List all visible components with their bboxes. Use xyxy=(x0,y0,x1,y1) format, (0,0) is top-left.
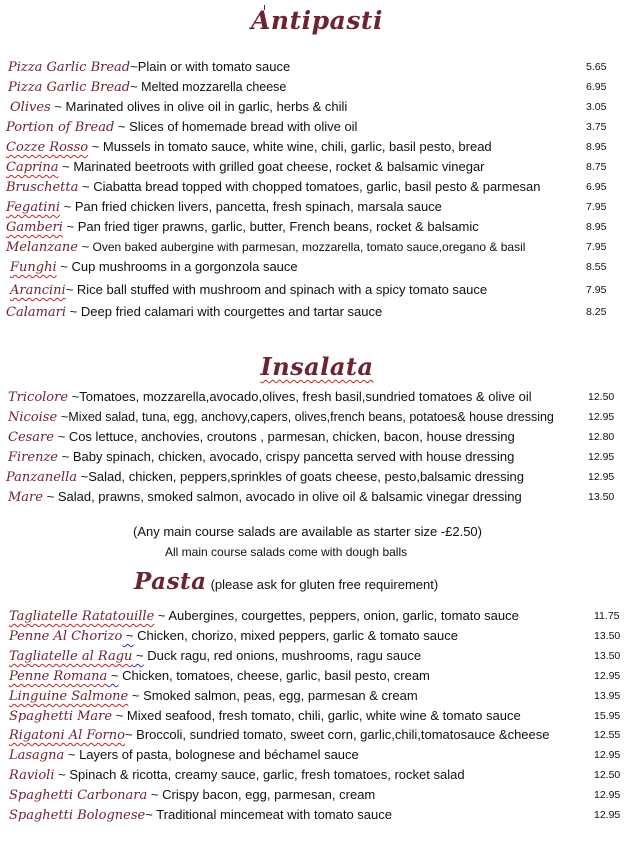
dish-name: Olives xyxy=(10,100,51,115)
dish-name: Cozze Rosso xyxy=(6,140,89,155)
separator: ~ xyxy=(112,708,124,723)
menu-item xyxy=(0,198,634,216)
separator: ~ xyxy=(58,159,70,174)
separator: ~ xyxy=(107,668,119,683)
separator: ~ xyxy=(50,99,62,114)
dish-name: Tricolore xyxy=(8,390,69,405)
separator: ~ xyxy=(130,79,138,94)
dish-price: 12.95 xyxy=(588,471,615,483)
menu-item xyxy=(0,118,634,136)
menu-item-line xyxy=(9,687,418,706)
menu-item-line xyxy=(9,766,465,785)
menu-item xyxy=(0,218,634,236)
dish-name: Tagliatelle Ratatouille xyxy=(9,609,155,624)
menu-item xyxy=(0,746,634,764)
separator: ~ xyxy=(130,59,138,74)
dish-price: 13.50 xyxy=(594,630,621,642)
dish-price: 6.95 xyxy=(586,81,607,93)
dish-name: Pizza Garlic Bread xyxy=(8,80,131,95)
separator: ~ xyxy=(62,219,75,234)
menu-item xyxy=(0,806,634,824)
separator: ~ xyxy=(147,787,159,802)
dish-description: Traditional mincemeat with tomato sauce xyxy=(152,807,392,822)
dish-name: Penne Al Chorizo xyxy=(9,629,123,644)
dish-name: Tagliatelle al Ragu xyxy=(9,649,133,664)
dish-description: Plain or with tomato sauce xyxy=(137,59,291,74)
menu-item-line xyxy=(8,58,290,77)
separator: ~ xyxy=(132,648,144,663)
menu-item-line xyxy=(9,647,421,666)
separator: ~ xyxy=(53,429,66,444)
pasta-header xyxy=(134,568,438,595)
menu-item-line xyxy=(8,78,286,97)
dish-name: Bruschetta xyxy=(6,180,79,195)
dish-price: 12.95 xyxy=(594,809,621,821)
separator: ~ xyxy=(66,304,78,319)
dish-price: 12.95 xyxy=(588,411,615,423)
dish-name: Caprina xyxy=(6,160,59,175)
dish-name: Pizza Garlic Bread xyxy=(8,60,131,75)
menu-item-line xyxy=(9,786,375,805)
menu-item xyxy=(0,468,634,486)
dish-price: 7.95 xyxy=(586,201,607,213)
dish-name: Firenze xyxy=(8,450,59,465)
menu-item-line xyxy=(9,607,519,626)
dish-name: Mare xyxy=(8,490,43,505)
dish-price: 8.75 xyxy=(586,161,607,173)
dish-price: 11.75 xyxy=(594,610,620,622)
dish-name: Portion of Bread xyxy=(6,120,115,135)
dish-price: 12.95 xyxy=(594,789,621,801)
menu-item-line xyxy=(10,98,347,117)
dish-price: 8.25 xyxy=(586,306,607,318)
pasta-gluten-note: (please ask for gluten free requirement) xyxy=(210,577,439,592)
menu-item xyxy=(0,766,634,784)
dish-description: Smoked salmon, peas, egg, parmesan & cream xyxy=(139,688,418,703)
menu-item-line xyxy=(6,238,525,257)
dish-description: Aubergines, courgettes, peppers, onion, garlic, tomato sauce xyxy=(165,608,519,623)
section-title-pasta: Pasta xyxy=(134,568,207,595)
dish-description: Broccoli, sundried tomato, sweet corn, garlic,chili,tomatosauce &cheese xyxy=(132,727,550,742)
section-title-antipasti: Antipasti xyxy=(251,6,383,35)
separator: ~ xyxy=(77,469,89,484)
menu-item xyxy=(0,98,634,116)
dish-price: 8.55 xyxy=(586,261,607,273)
dish-name: Penne Romana xyxy=(9,669,108,684)
dish-description: Melted mozzarella cheese xyxy=(137,80,287,94)
menu-item xyxy=(0,448,634,466)
menu-item xyxy=(0,408,634,426)
dish-description: Pan fried chicken livers, pancetta, fresh spinach, marsala sauce xyxy=(71,199,442,214)
dish-description: Deep fried calamari with courgettes and tartar sauce xyxy=(77,304,383,319)
dish-description: Rice ball stuffed with mushroom and spinach with a spicy tomato sauce xyxy=(73,282,488,297)
dish-price: 13.95 xyxy=(594,690,621,702)
separator: ~ xyxy=(64,747,76,762)
separator: ~ xyxy=(114,119,126,134)
salad-dough-balls-note: All main course salads come with dough balls xyxy=(165,545,408,559)
menu-item xyxy=(0,258,634,276)
menu-item-line xyxy=(6,198,442,217)
dish-description: Marinated olives in olive oil in garlic, herbs & chili xyxy=(61,99,348,114)
dish-price: 12.55 xyxy=(594,729,621,741)
separator: ~ xyxy=(145,807,153,822)
dish-name: Arancini xyxy=(10,283,66,298)
menu-item-line xyxy=(6,138,492,157)
menu-item-line xyxy=(10,281,487,300)
menu-item xyxy=(0,58,634,76)
separator: ~ xyxy=(57,409,69,424)
dish-name: Panzanella xyxy=(6,470,78,485)
dish-description: Salad, prawns, smoked salmon, avocado in olive oil & balsamic vinegar dressing xyxy=(54,489,522,504)
menu-item-line xyxy=(6,158,485,177)
section-title-insalata xyxy=(0,352,634,381)
dish-price: 13.50 xyxy=(594,650,621,662)
dish-name: Melanzane xyxy=(6,240,78,255)
menu-item xyxy=(0,726,634,744)
menu-item-line xyxy=(8,428,515,447)
menu-item-line xyxy=(6,118,357,137)
dish-price: 13.50 xyxy=(588,491,615,503)
separator: ~ xyxy=(56,259,68,274)
menu-item-line xyxy=(6,218,479,237)
menu-item xyxy=(0,281,634,299)
menu-item-line xyxy=(8,408,554,427)
menu-item xyxy=(0,707,634,725)
menu-item-line xyxy=(6,468,524,487)
dish-description: Mixed salad, tuna, egg, anchovy,capers, olives,french beans, potatoes& house dressing xyxy=(68,410,554,424)
dish-description: Tomatoes, mozzarella,avocado,olives, fresh basil,sundried tomatoes & olive oil xyxy=(79,389,532,404)
dish-description: Marinated beetroots with grilled goat cheese, rocket & balsamic vinegar xyxy=(69,159,485,174)
dish-description: Mussels in tomato sauce, white wine, chili, garlic, basil pesto, bread xyxy=(99,139,492,154)
menu-item-line xyxy=(8,388,532,407)
dish-name: Fegatini xyxy=(6,200,60,215)
menu-item xyxy=(0,78,634,96)
menu-item xyxy=(0,238,634,256)
dish-price: 12.50 xyxy=(588,391,615,403)
dish-price: 7.95 xyxy=(586,241,607,253)
separator: ~ xyxy=(77,239,90,254)
separator: ~ xyxy=(42,489,55,504)
dish-name: Lasagna xyxy=(9,748,65,763)
separator: ~ xyxy=(124,727,133,742)
separator: ~ xyxy=(78,179,90,194)
dish-price: 7.95 xyxy=(586,284,607,296)
menu-item xyxy=(0,667,634,685)
separator: ~ xyxy=(128,688,140,703)
dish-name: Nicoise xyxy=(8,410,58,425)
dish-price: 6.95 xyxy=(586,181,607,193)
dish-description: Chicken, tomatoes, cheese, garlic, basil pesto, cream xyxy=(118,668,430,683)
menu-item-line xyxy=(6,303,382,322)
separator: ~ xyxy=(60,199,72,214)
dish-price: 12.95 xyxy=(588,451,615,463)
dish-description: Cos lettuce, anchovies, croutons , parmesan, chicken, bacon, house dressing xyxy=(65,429,515,444)
menu-item-line xyxy=(9,707,521,726)
dish-description: Layers of pasta, bolognese and béchamel sauce xyxy=(75,747,359,762)
dish-price: 15.95 xyxy=(594,710,621,722)
dish-description: Crispy bacon, egg, parmesan, cream xyxy=(158,787,376,802)
menu-item xyxy=(0,488,634,506)
menu-item-line xyxy=(9,667,430,686)
salad-starter-note: (Any main course salads are available as starter size -£2.50) xyxy=(133,524,482,539)
dish-price: 3.75 xyxy=(586,121,607,133)
separator: ~ xyxy=(154,608,166,623)
separator: ~ xyxy=(68,389,80,404)
menu-item xyxy=(0,786,634,804)
menu-item-line xyxy=(9,806,392,825)
menu-item xyxy=(0,178,634,196)
menu-item xyxy=(0,687,634,705)
dish-description: Duck ragu, red onions, mushrooms, ragu sauce xyxy=(143,648,422,663)
separator: ~ xyxy=(88,139,100,154)
dish-price: 3.05 xyxy=(586,101,607,113)
menu-item xyxy=(0,303,634,321)
menu-item-line xyxy=(6,178,541,197)
dish-name: Rigatoni Al Forno xyxy=(9,728,125,743)
dish-description: Spinach & ricotta, creamy sauce, garlic, fresh tomatoes, rocket salad xyxy=(65,767,465,782)
menu-item xyxy=(0,158,634,176)
menu-item-line xyxy=(9,726,549,745)
dish-name: Linguine Salmone xyxy=(9,689,129,704)
dish-name: Funghi xyxy=(10,260,57,275)
dish-name: Spaghetti Bolognese xyxy=(9,808,146,823)
menu-item-line xyxy=(10,258,298,277)
menu-item-line xyxy=(9,746,359,765)
dish-name: Cesare xyxy=(8,430,54,445)
dish-price: 12.80 xyxy=(588,431,615,443)
separator: ~ xyxy=(54,767,66,782)
dish-description: Pan fried tiger prawns, garlic, butter, French beans, rocket & balsamic xyxy=(74,219,479,234)
dish-description: Ciabatta bread topped with chopped tomatoes, garlic, basil pesto & parmesan xyxy=(89,179,541,194)
dish-price: 12.50 xyxy=(594,769,621,781)
menu-item-line xyxy=(8,448,514,467)
dish-price: 8.95 xyxy=(586,141,607,153)
separator: ~ xyxy=(65,282,74,297)
menu-item xyxy=(0,627,634,645)
dish-price: 5.65 xyxy=(586,61,607,73)
dish-description: Mixed seafood, fresh tomato, chili, garlic, white wine & tomato sauce xyxy=(123,708,521,723)
dish-name: Calamari xyxy=(6,305,67,320)
dish-name: Ravioli xyxy=(9,768,55,783)
menu-item xyxy=(0,607,634,625)
menu-item xyxy=(0,388,634,406)
dish-name: Gamberi xyxy=(6,220,63,235)
menu-item-line xyxy=(9,627,458,646)
dish-price: 12.95 xyxy=(594,670,621,682)
dish-description: Cup mushrooms in a gorgonzola sauce xyxy=(67,259,298,274)
menu-item xyxy=(0,428,634,446)
menu-item xyxy=(0,647,634,665)
dish-price: 12.95 xyxy=(594,749,621,761)
dish-description: Slices of homemade bread with olive oil xyxy=(125,119,358,134)
dish-name: Spaghetti Mare xyxy=(9,709,113,724)
dish-description: Chicken, chorizo, mixed peppers, garlic & tomato sauce xyxy=(133,628,458,643)
insalata-title-text: Insalata xyxy=(260,352,374,381)
menu-item-line xyxy=(8,488,522,507)
dish-description: Salad, chicken, peppers,sprinkles of goats cheese, pesto,balsamic dressing xyxy=(88,469,524,484)
menu-item xyxy=(0,138,634,156)
dish-description: Baby spinach, chicken, avocado, crispy pancetta served with house dressing xyxy=(69,449,515,464)
dish-description: Oven baked aubergine with parmesan, mozzarella, tomato sauce,oregano & basil xyxy=(89,240,526,254)
dish-price: 8.95 xyxy=(586,221,607,233)
separator: ~ xyxy=(58,449,70,464)
dish-name: Spaghetti Carbonara xyxy=(9,788,148,803)
separator: ~ xyxy=(122,628,134,643)
